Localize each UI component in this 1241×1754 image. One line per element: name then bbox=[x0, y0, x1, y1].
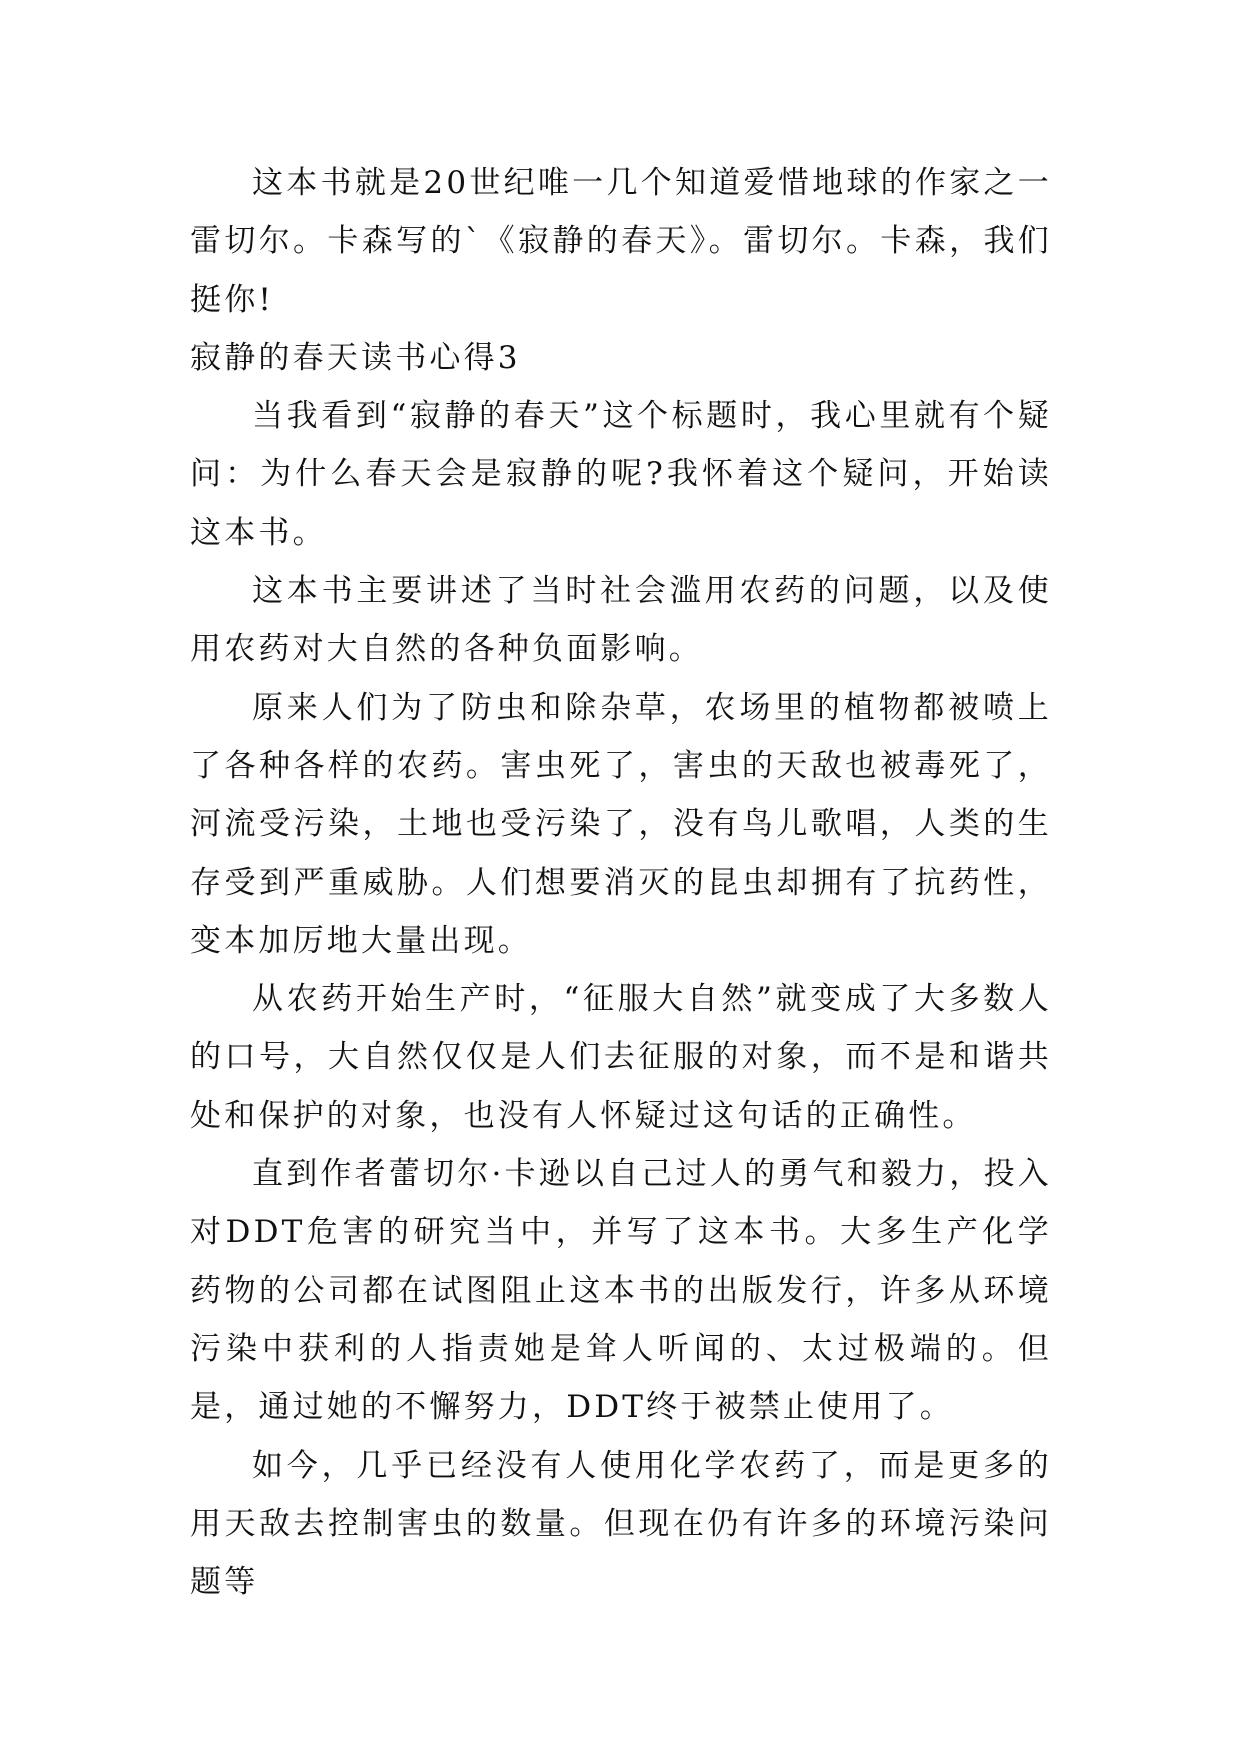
paragraph: 这本书主要讲述了当时社会滥用农药的问题，以及使用农药对大自然的各种负面影响。 bbox=[190, 573, 1052, 668]
section-heading: 寂静的春天读书心得3 bbox=[190, 339, 521, 376]
paragraph-intro: 这本书就是20世纪唯一几个知道爱惜地球的作家之一雷切尔。卡森写的`《寂静的春天》。雷切尔。卡森，我们挺你! bbox=[190, 165, 1052, 318]
document-body bbox=[190, 154, 1052, 1611]
paragraph: 当我看到“寂静的春天”这个标题时，我心里就有个疑问：为什么春天会是寂静的呢?我怀着这个疑问，开始读这本书。 bbox=[190, 398, 1052, 551]
paragraph: 从农药开始生产时，“征服大自然”就变成了大多数人的口号，大自然仅仅是人们去征服的对象，而不是和谐共处和保护的对象，也没有人怀疑过这句话的正确性。 bbox=[190, 981, 1052, 1134]
paragraph: 直到作者蕾切尔·卡逊以自己过人的勇气和毅力，投入对DDT危害的研究当中，并写了这本书。大多生产化学药物的公司都在试图阻止这本书的出版发行，许多从环境污染中获利的人指责她是耸人听闻的、太过极端的。但是，通过她的不懈努力，DDT终于被禁止使用了。 bbox=[190, 1156, 1052, 1426]
paragraph: 原来人们为了防虫和除杂草，农场里的植物都被喷上了各种各样的农药。害虫死了，害虫的天敌也被毒死了，河流受污染，土地也受污染了，没有鸟儿歌唱，人类的生存受到严重威胁。人们想要消灭的昆虫却拥有了抗药性，变本加厉地大量出现。 bbox=[190, 689, 1052, 959]
paragraph: 如今，几乎已经没有人使用化学农药了，而是更多的用天敌去控制害虫的数量。但现在仍有许多的环境污染问题等 bbox=[190, 1447, 1052, 1601]
